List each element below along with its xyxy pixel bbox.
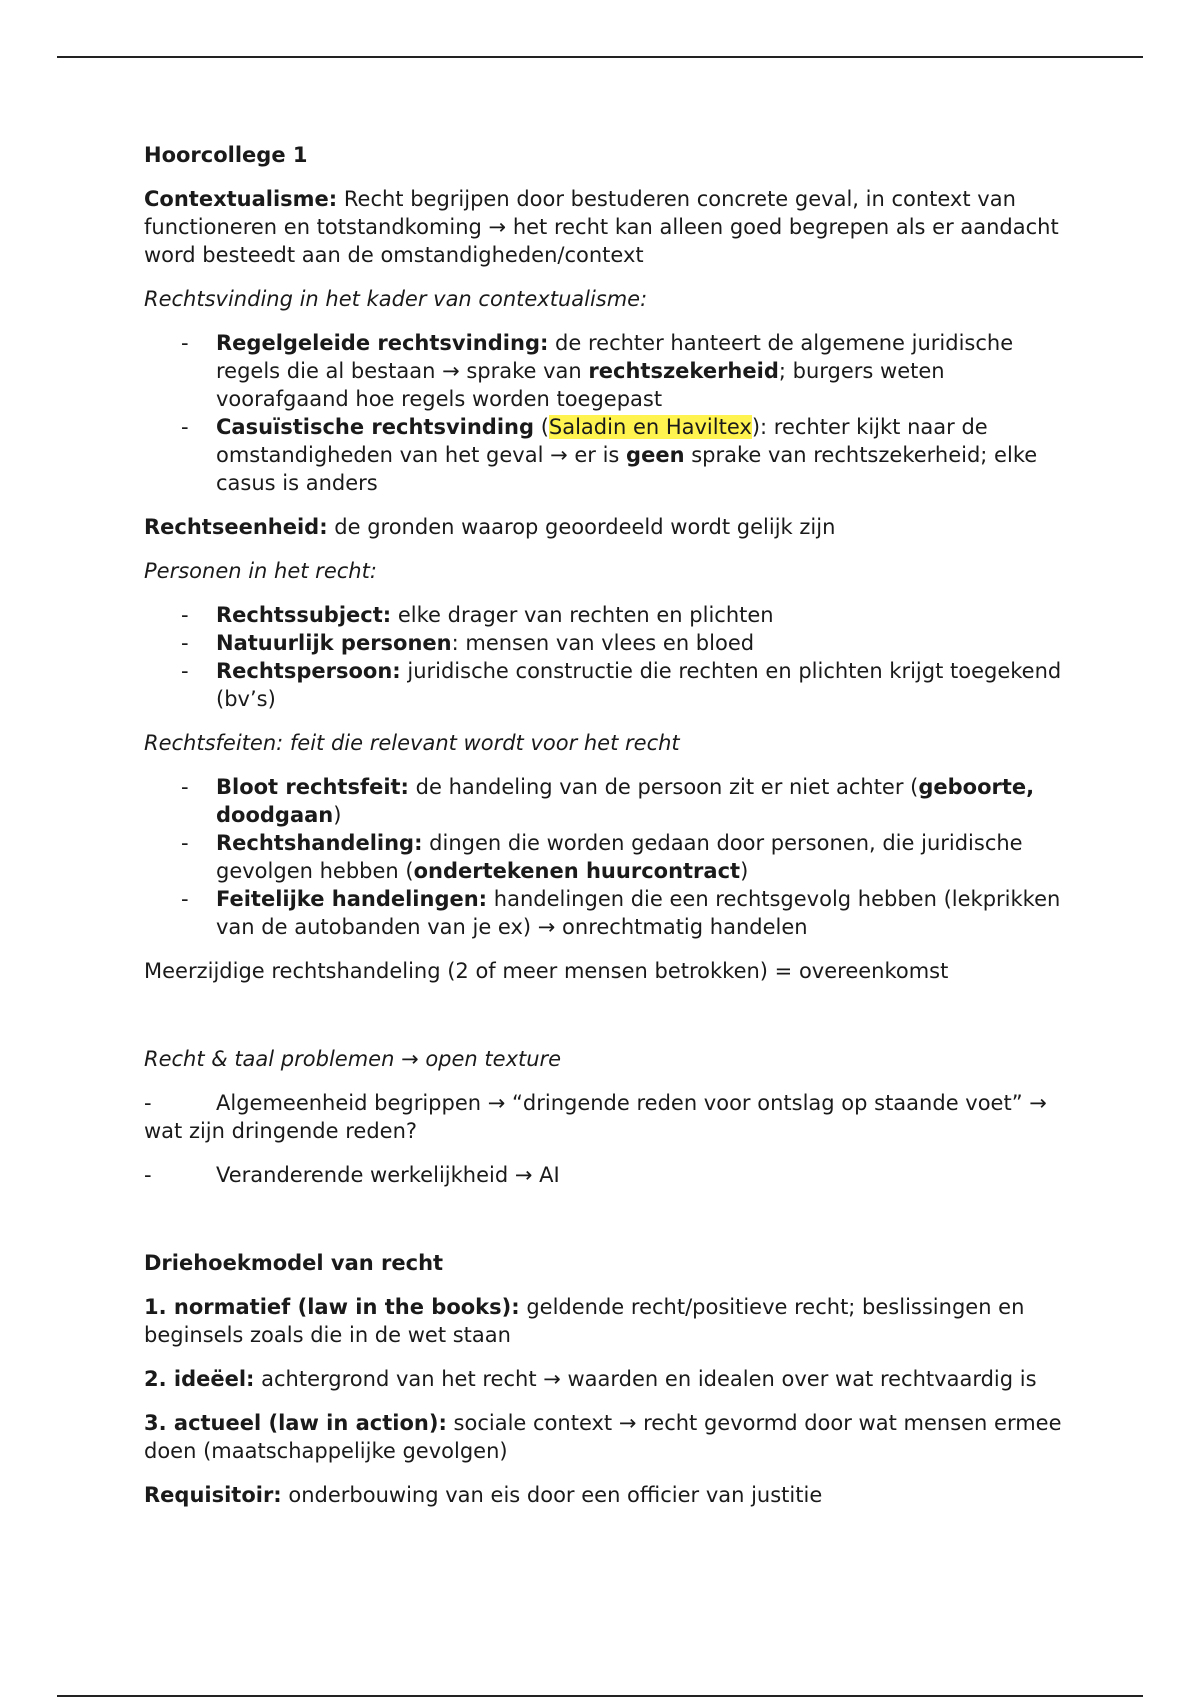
requisitoir-paragraph: Requisitoir: onderbouwing van eis door een officier van justitie [144, 1483, 823, 1507]
rechtsfeiten-heading: Rechtsfeiten: feit die relevant wordt voor het recht [144, 731, 680, 755]
meerzijdige-paragraph: Meerzijdige rechtshandeling (2 of meer mensen betrokken) = overeenkomst [144, 959, 949, 983]
driehoek-item-2: 2. ideëel: achtergrond van het recht → waarden en idealen over wat rechtvaardig is [144, 1367, 1037, 1391]
list-item: - Rechtssubject: elke drager van rechten en plichten [144, 601, 1064, 629]
rechtsvinding-list [144, 329, 1064, 497]
spacer [144, 1001, 1064, 1045]
list-item: - Rechtshandeling: dingen die worden gedaan door personen, die juridische gevolgen hebben (ondertekenen huurcontract) [144, 829, 1064, 885]
document-body [144, 141, 1064, 1525]
page-title: Hoorcollege 1 [144, 143, 308, 167]
header-rule [57, 56, 1143, 58]
list-item: - Feitelijke handelingen: handelingen die een rechtsgevolg hebben (lekprikken van de autobanden van je ex) → onrechtmatig handelen [144, 885, 1064, 941]
driehoek-item-1: 1. normatief (law in the books): geldende recht/positieve recht; beslissingen en beginsels zoals die in de wet staan [144, 1295, 1025, 1347]
taal-line-1: - Algemeenheid begrippen → “dringende reden voor ontslag op staande voet” → wat zijn dringende reden? [144, 1091, 1047, 1143]
contextualisme-paragraph [144, 185, 1064, 269]
personen-heading: Personen in het recht: [144, 559, 377, 583]
footer-rule [57, 1695, 1143, 1697]
list-item: - Regelgeleide rechtsvinding: de rechter hanteert de algemene juridische regels die al bestaan → sprake van rechtszekerheid; burgers weten voorafgaand hoe regels worden toegepast [144, 329, 1064, 413]
highlighted-text: Saladin en Haviltex [548, 415, 752, 439]
rechtseenheid-paragraph: Rechtseenheid: de gronden waarop geoordeeld wordt gelijk zijn [144, 515, 836, 539]
driehoek-heading: Driehoekmodel van recht [144, 1251, 444, 1275]
list-item: - Rechtspersoon: juridische constructie die rechten en plichten krijgt toegekend (bv’s) [144, 657, 1064, 713]
contextualisme-term: Contextualisme: [144, 187, 338, 211]
contextualisme-text: Recht begrijpen door bestuderen concrete geval, in context van functioneren en totstandkoming → het recht kan alleen goed begrepen als er aandacht word besteedt aan de omstandigheden/context [144, 187, 1059, 267]
list-item: - Bloot rechtsfeit: de handeling van de persoon zit er niet achter (geboorte, doodgaan) [144, 773, 1064, 829]
personen-list [144, 601, 1064, 713]
taal-heading: Recht & taal problemen → open texture [144, 1047, 562, 1071]
list-item: - Natuurlijk personen: mensen van vlees en bloed [144, 629, 1064, 657]
rechtsfeiten-list [144, 773, 1064, 941]
spacer [144, 1205, 1064, 1249]
driehoek-item-3: 3. actueel (law in action): sociale context → recht gevormd door wat mensen ermee doen (maatschappelijke gevolgen) [144, 1411, 1062, 1463]
list-item: - Casuïstische rechtsvinding (Saladin en Haviltex): rechter kijkt naar de omstandigheden van het geval → er is geen sprake van rechtszekerheid; elke casus is anders [144, 413, 1064, 497]
rechtsvinding-heading: Rechtsvinding in het kader van contextualisme: [144, 287, 648, 311]
taal-line-2: - Veranderende werkelijkheid → AI [144, 1163, 560, 1187]
